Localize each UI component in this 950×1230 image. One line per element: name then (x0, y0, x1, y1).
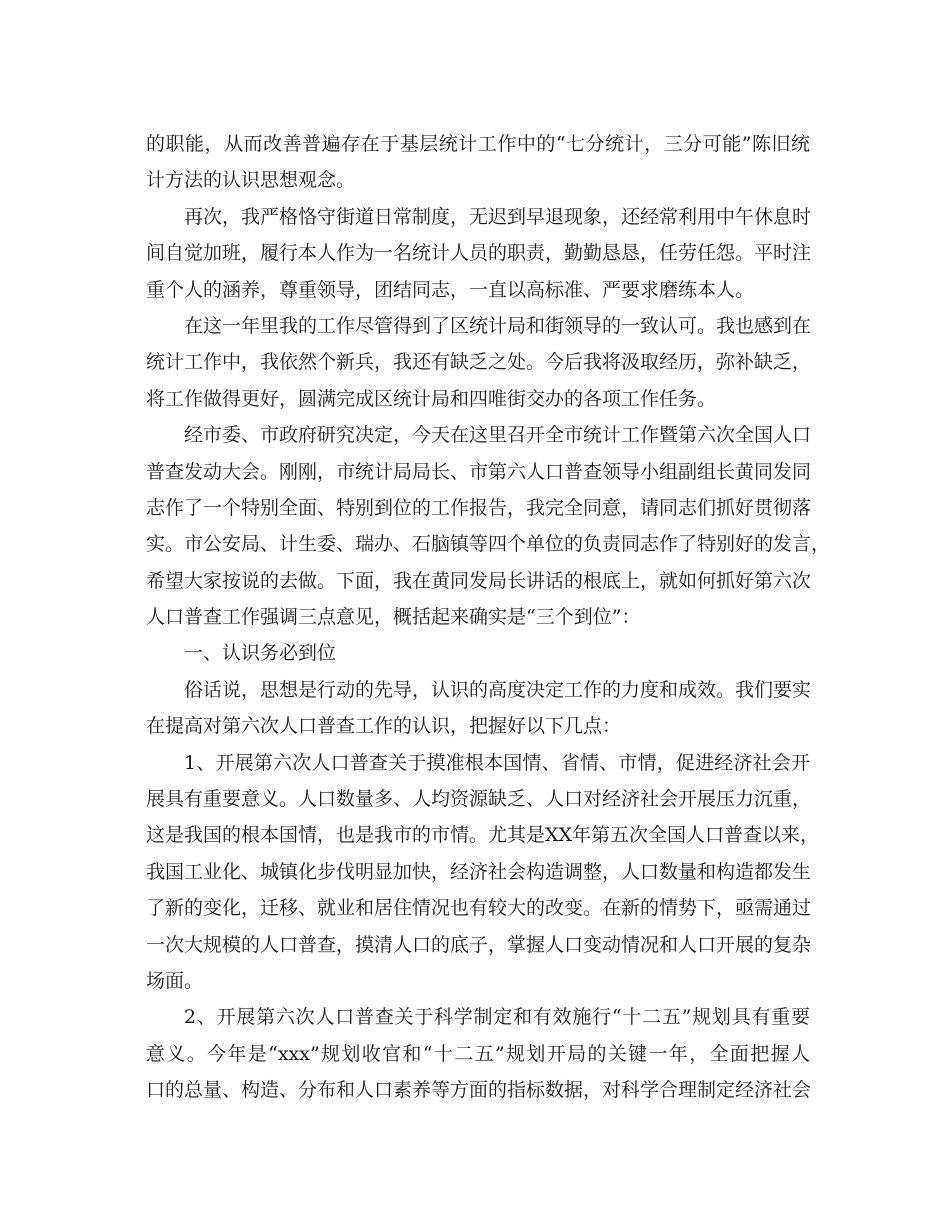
section-heading: 一、认识务必到位 (184, 642, 337, 665)
text-line: 的职能，从而改善普遍存在于基层统计工作中的“七分统计，三分可能”陈旧统 (146, 133, 810, 155)
text-line: 在提高对第六次人口普查工作的认识，把握好以下几点： (146, 715, 622, 738)
paragraph-start-line: 1、开展第六次人口普查关于摸准根本国情、省情、市情，促进经济社会开 (184, 751, 810, 774)
text-line: 意义。今年是“xxx”规划收官和“十二五”规划开局的关键一年，全面把握人 (146, 1042, 810, 1065)
text-line: 这是我国的根本国情，也是我市的市情。尤其是XX年第五次全国人口普查以来， (146, 824, 820, 847)
paragraph-start-line: 再次，我严格恪守街道日常制度，无迟到早退现象，还经常利用中午休息时 (184, 205, 812, 228)
text-line: 展具有重要意义。人口数量多、人均资源缺乏、人口对经济社会开展压力沉重， (146, 788, 812, 811)
paragraph-start-line: 2、开展第六次人口普查关于科学制定和有效施行“十二五”规划具有重要 (184, 1006, 810, 1029)
document-body (146, 126, 831, 1109)
text-line: 统计工作中，我依然个新兵，我还有缺乏之处。今后我将汲取经历，弥补缺乏， (146, 351, 812, 374)
paragraph-start-line: 俗话说，思想是行动的先导，认识的高度决定工作的力度和成效。我们要实 (184, 678, 812, 701)
text-line: 志作了一个特别全面、特别到位的工作报告，我完全同意，请同志们抓好贯彻落 (146, 496, 812, 519)
text-line: 重个人的涵养，尊重领导，团结同志，一直以高标准、严要求磨练本人。 (146, 278, 755, 301)
text-line: 将工作做得更好，圆满完成区统计局和四唯街交办的各项工作任务。 (146, 387, 717, 410)
text-line: 人口普查工作强调三点意见，概括起来确实是“三个到位”： (146, 606, 641, 629)
text-line: 计方法的认识思想观念。 (146, 169, 356, 192)
text-line: 我国工业化、城镇化步伐明显加快，经济社会构造调整，人口数量和构造都发生 (146, 860, 812, 883)
text-line: 希望大家按说的去做。下面，我在黄同发局长讲话的根底上，就如何抓好第六次 (146, 569, 812, 592)
text-line: 口的总量、构造、分布和人口素养等方面的指标数据，对科学合理制定经济社会 (146, 1079, 812, 1102)
text-line: 场面。 (146, 969, 204, 992)
text-line: 普查发动大会。刚刚，市统计局局长、市第六人口普查领导小组副组长黄同发同 (146, 460, 812, 483)
paragraph-start-line: 在这一年里我的工作尽管得到了区统计局和街领导的一致认可。我也感到在 (184, 314, 812, 337)
paragraph-start-line: 经市委、市政府研究决定，今天在这里召开全市统计工作暨第六次全国人口 (184, 424, 812, 447)
text-line: 一次大规模的人口普查，摸清人口的底子，掌握人口变动情况和人口开展的复杂 (146, 933, 812, 956)
text-line: 实。市公安局、计生委、瑞办、石脑镇等四个单位的负责同志作了特别好的发言， (146, 533, 831, 556)
text-line: 了新的变化，迁移、就业和居住情况也有较大的改变。在新的情势下，亟需通过 (146, 897, 812, 920)
text-line: 间自觉加班，履行本人作为一名统计人员的职责，勤勤恳恳，任劳任怨。平时注 (146, 242, 812, 265)
